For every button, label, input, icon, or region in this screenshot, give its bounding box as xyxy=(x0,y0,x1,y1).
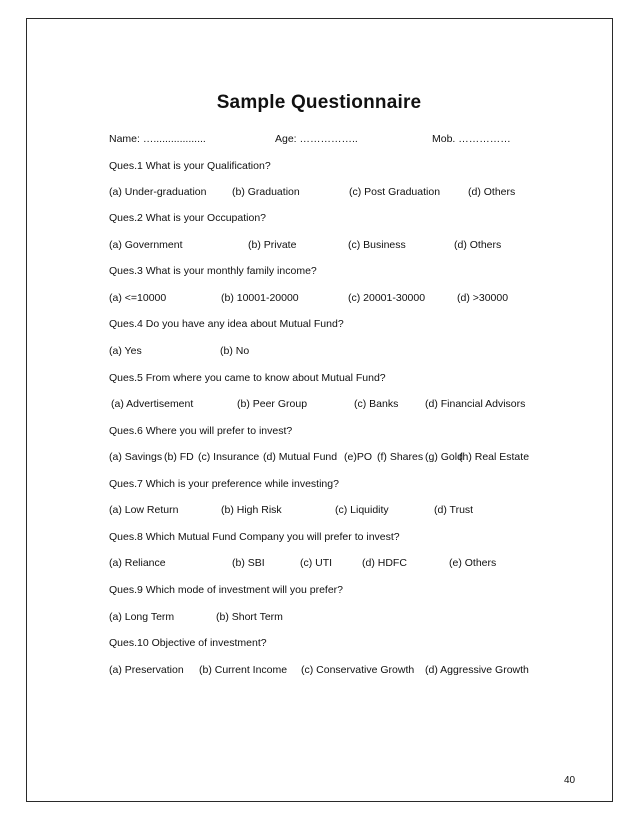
question-3-options xyxy=(109,292,579,308)
option: (b) No xyxy=(220,345,250,357)
option: (c) Conservative Growth xyxy=(301,664,415,676)
option: (d) HDFC xyxy=(362,557,407,569)
option: (h) Real Estate xyxy=(459,451,530,463)
question-5-options xyxy=(109,398,579,414)
option: (a) Savings xyxy=(109,451,163,463)
option: (b) 10001-20000 xyxy=(221,292,299,304)
option: (b) FD xyxy=(164,451,194,463)
option: (c) UTI xyxy=(300,557,333,569)
option: (d) Others xyxy=(468,186,516,198)
option: (b) Current Income xyxy=(199,664,288,676)
option: (c) Insurance xyxy=(198,451,260,463)
option: (a) Reliance xyxy=(109,557,166,569)
option: (a) Under-graduation xyxy=(109,186,207,198)
option: (c) Banks xyxy=(354,398,399,410)
option: (a) Government xyxy=(109,239,183,251)
question-9-options xyxy=(109,611,579,627)
option: (b) Peer Group xyxy=(237,398,308,410)
question-8: Ques.8 Which Mutual Fund Company you will prefer to invest? xyxy=(109,531,400,543)
option: (c) 20001-30000 xyxy=(348,292,426,304)
option: (b) Private xyxy=(248,239,297,251)
option: (f) Shares xyxy=(377,451,424,463)
question-2-options xyxy=(109,239,579,255)
option: (d) Trust xyxy=(434,504,474,516)
question-4: Ques.4 Do you have any idea about Mutual Fund? xyxy=(109,318,344,330)
question-1: Ques.1 What is your Qualification? xyxy=(109,160,271,172)
option: (d) Others xyxy=(454,239,502,251)
option: (d) Mutual Fund xyxy=(263,451,338,463)
question-10-options xyxy=(109,664,579,680)
mob-field-label: Mob. …………… xyxy=(432,133,511,145)
option: (a) Yes xyxy=(109,345,142,357)
option: (e) Others xyxy=(449,557,497,569)
page-title: Sample Questionnaire xyxy=(216,92,422,113)
option: (b) High Risk xyxy=(221,504,282,516)
question-4-options xyxy=(109,345,579,361)
option: (a) <=10000 xyxy=(109,292,167,304)
option: (d) Financial Advisors xyxy=(425,398,526,410)
question-10: Ques.10 Objective of investment? xyxy=(109,637,267,649)
respondent-info-row xyxy=(109,133,579,149)
option: (a) Preservation xyxy=(109,664,184,676)
question-1-options xyxy=(109,186,579,202)
option: (c) Liquidity xyxy=(335,504,389,516)
option: (c) Business xyxy=(348,239,406,251)
option: (d) >30000 xyxy=(457,292,509,304)
option: (b) SBI xyxy=(232,557,265,569)
option: (d) Aggressive Growth xyxy=(425,664,529,676)
option: (a) Low Return xyxy=(109,504,179,516)
question-8-options xyxy=(109,557,579,573)
question-3: Ques.3 What is your monthly family income? xyxy=(109,265,317,277)
age-field-label: Age: …………….. xyxy=(275,133,358,145)
question-7-options xyxy=(109,504,579,520)
option: (b) Graduation xyxy=(232,186,300,198)
name-field-label: Name: ….................. xyxy=(109,133,206,145)
page-number: 40 xyxy=(564,775,576,786)
question-6: Ques.6 Where you will prefer to invest? xyxy=(109,425,293,437)
option: (g) Gold xyxy=(425,451,463,463)
option: (e)PO xyxy=(344,451,373,463)
option: (a) Advertisement xyxy=(111,398,194,410)
question-9: Ques.9 Which mode of investment will you prefer? xyxy=(109,584,344,596)
option: (c) Post Graduation xyxy=(349,186,441,198)
question-2: Ques.2 What is your Occupation? xyxy=(109,212,266,224)
question-6-options xyxy=(109,451,579,467)
question-5: Ques.5 From where you came to know about Mutual Fund? xyxy=(109,372,386,384)
option: (a) Long Term xyxy=(109,611,175,623)
option: (b) Short Term xyxy=(216,611,283,623)
question-7: Ques.7 Which is your preference while investing? xyxy=(109,478,339,490)
